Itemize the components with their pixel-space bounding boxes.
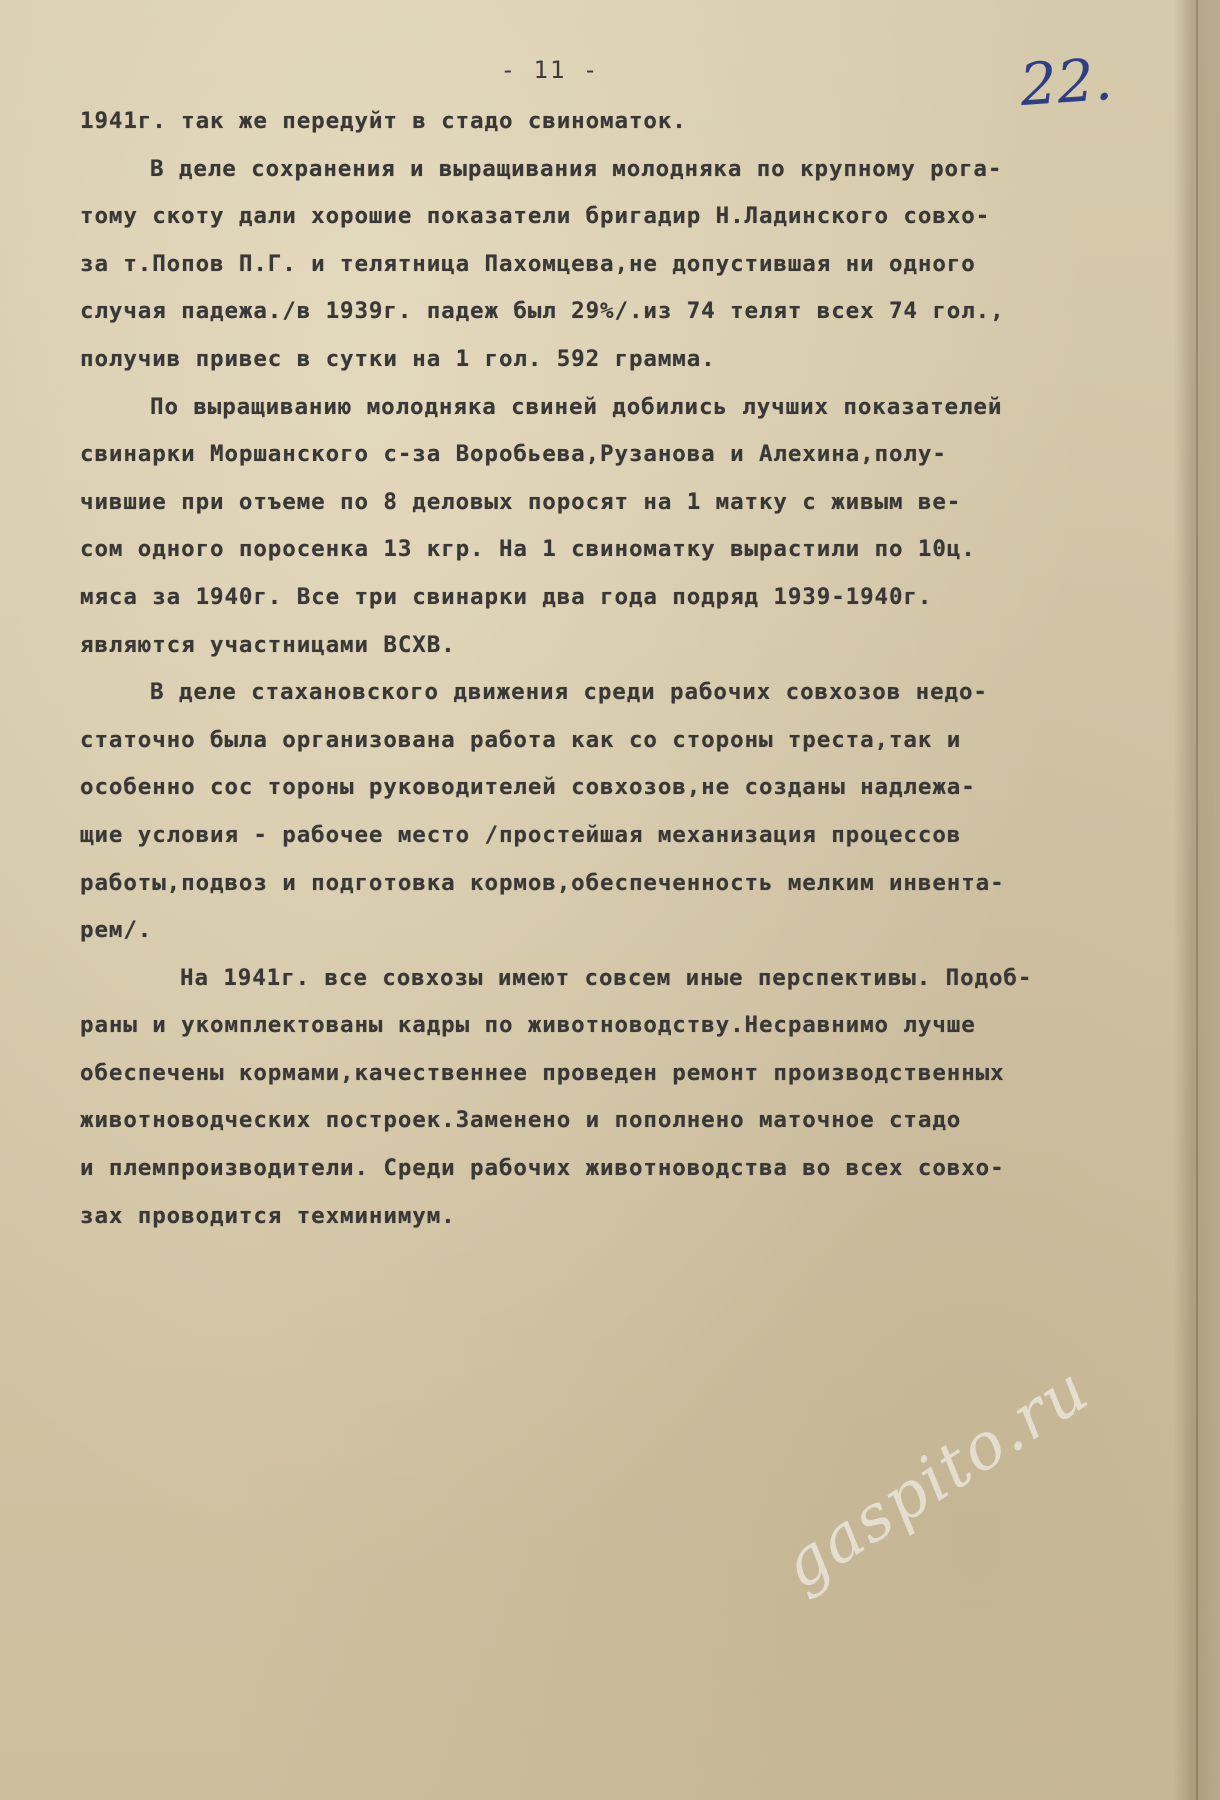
text-line: особенно сос тороны руководителей совхозов,не созданы надлежа- bbox=[80, 774, 976, 801]
text-line: В деле сохранения и выращивания молодняка по крупному рога- bbox=[150, 155, 1003, 182]
text-line: сом одного поросенка 13 кгр. На 1 свиноматку вырастили по 10ц. bbox=[80, 536, 976, 563]
watermark: gaspito.ru bbox=[769, 1352, 1103, 1604]
page-number: - 11 - bbox=[500, 56, 600, 84]
text-line: являются участницами ВСХВ. bbox=[80, 631, 456, 658]
text-line: статочно была организована работа как со стороны треста,так и bbox=[80, 726, 962, 753]
text-line: В деле стахановского движения среди рабочих совхозов недо- bbox=[150, 679, 988, 706]
text-line: и племпроизводители. Среди рабочих животноводства во всех совхо- bbox=[80, 1155, 1005, 1182]
text-line: По выращиванию молодняка свиней добились лучших показателей bbox=[150, 393, 1003, 420]
text-line: раны и укомплектованы кадры по животноводству.Несравнимо лучше bbox=[80, 1012, 976, 1039]
text-line: рем/. bbox=[80, 917, 153, 944]
text-line: 1941г. так же передуйт в стадо свиноматок. bbox=[80, 108, 687, 134]
text-line: тому скоту дали хорошие показатели бригадир Н.Ладинского совхо- bbox=[80, 203, 991, 230]
text-line: получив привес в сутки на 1 гол. 592 грамма. bbox=[80, 345, 716, 372]
text-line: На 1941г. все совхозы имеют совсем иные перспективы. Подоб- bbox=[180, 964, 1033, 991]
page-edge-line bbox=[1196, 0, 1198, 1800]
typed-text-body bbox=[80, 98, 1180, 1240]
text-line: животноводческих построек.Заменено и пополнено маточное стадо bbox=[80, 1107, 962, 1134]
text-line: случая падежа./в 1939г. падеж был 29%/.из 74 телят всех 74 гол., bbox=[80, 298, 1005, 325]
text-line: мяса за 1940г. Все три свинарки два года подряд 1939-1940г. bbox=[80, 583, 933, 610]
text-line: свинарки Моршанского с-за Воробьева,Рузанова и Алехина,полу- bbox=[80, 441, 947, 468]
text-line: щие условия - рабочее место /простейшая механизация процессов bbox=[80, 821, 962, 848]
text-line: обеспечены кормами,качественнее проведен ремонт производственных bbox=[80, 1059, 1005, 1086]
text-line: работы,подвоз и подготовка кормов,обеспеченность мелким инвента- bbox=[80, 869, 1005, 896]
text-line: чившие при отъеме по 8 деловых поросят на 1 матку с живым ве- bbox=[80, 488, 962, 515]
text-line: за т.Попов П.Г. и телятница Пахомцева,не допустившая ни одного bbox=[80, 250, 976, 277]
archive-sheet-number: 22. bbox=[1017, 44, 1115, 120]
text-line: зах проводится техминимум. bbox=[80, 1202, 456, 1229]
